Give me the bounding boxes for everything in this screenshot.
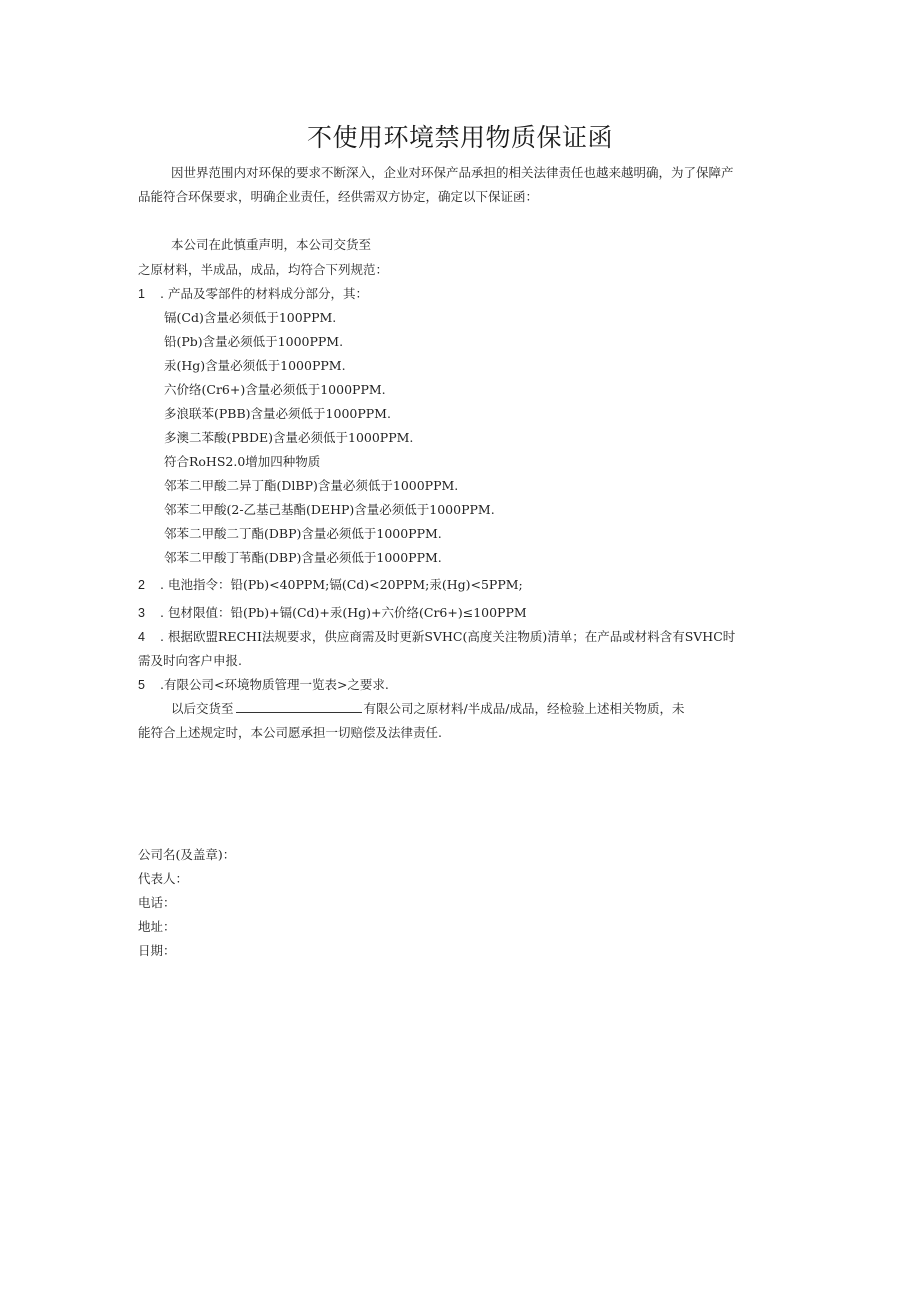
item-2-number: 2 bbox=[138, 578, 145, 592]
item-4-number: 4 bbox=[138, 630, 145, 644]
substance-dbp: 邻苯二甲酸二丁酯(DBP)含量必须低于1000PPM. bbox=[164, 526, 442, 541]
item-5-number: 5 bbox=[138, 678, 145, 692]
item-3 bbox=[138, 604, 527, 622]
substance-pb: 铅(Pb)含量必须低于1000PPM. bbox=[164, 334, 344, 349]
item-3-text: . 包材限值：铅(Pb)+镉(Cd)+汞(Hg)+六价络(Cr6+)≤100PPM bbox=[160, 605, 527, 620]
closing-part-2: 有限公司之原材料/半成品/成品，经检验上述相关物质，未 bbox=[363, 701, 685, 716]
item-2 bbox=[138, 576, 523, 594]
company-blank-field[interactable] bbox=[236, 700, 362, 713]
signature-date: 日期： bbox=[138, 943, 176, 958]
item-1-number: 1 bbox=[138, 287, 145, 301]
intro-line-1: 因世界范围内对环保的要求不断深入，企业对环保产品承担的相关法律责任也越来越明确，为了保障产 bbox=[171, 165, 734, 180]
declaration-line-1: 本公司在此慎重声明，本公司交货至 bbox=[171, 237, 372, 252]
item-4-text: . 根据欧盟RECHI法规要求，供应商需及时更新SVHC(高度关注物质)清单；在产品或材料含有SVHC时 bbox=[160, 629, 736, 644]
substance-hg: 汞(Hg)含量必须低于1000PPM. bbox=[164, 358, 346, 373]
substance-cd: 镉(Cd)含量必须低于100PPM. bbox=[164, 310, 337, 325]
signature-representative: 代表人： bbox=[138, 871, 189, 886]
closing-part-1: 以后交货至 bbox=[171, 701, 234, 716]
document-title: 不使用环境禁用物质保证函 bbox=[306, 123, 613, 152]
closing-line-2: 能符合上述规定时，本公司愿承担一切赔偿及法律责任. bbox=[138, 725, 442, 740]
signature-phone: 电话： bbox=[138, 895, 176, 910]
signature-address: 地址： bbox=[138, 919, 176, 934]
rohs-note: 符合RoHS2.0增加四种物质 bbox=[164, 454, 321, 469]
substance-pbb: 多浪联苯(PBB)含量必须低于1000PPM. bbox=[164, 406, 391, 421]
item-5 bbox=[138, 676, 389, 694]
closing-line-1 bbox=[171, 700, 684, 718]
item-1 bbox=[138, 285, 368, 303]
item-5-text: .有限公司<环境物质管理一览表>之要求. bbox=[160, 677, 389, 692]
signature-company: 公司名(及盖章)： bbox=[138, 847, 236, 862]
substance-bbp: 邻苯二甲酸丁苇酯(DBP)含量必须低于1000PPM. bbox=[164, 550, 442, 565]
substance-dibp: 邻苯二甲酸二异丁酯(DlBP)含量必须低于1000PPM. bbox=[164, 478, 459, 493]
item-4 bbox=[138, 628, 735, 646]
substance-dehp: 邻苯二甲酸(2-乙基己基酯(DEHP)含量必须低于1000PPM. bbox=[164, 502, 495, 517]
item-3-number: 3 bbox=[138, 606, 145, 620]
declaration-line-2: 之原材料，半成品，成品，均符合下列规范： bbox=[138, 262, 389, 277]
substance-pbde: 多澳二苯酸(PBDE)含量必须低于1000PPM. bbox=[164, 430, 414, 445]
item-2-text: . 电池指令：铅(Pb)<40PPM;镉(Cd)<20PPM;汞(Hg)<5PPM; bbox=[160, 577, 523, 592]
intro-line-2: 品能符合环保要求，明确企业责任，经供需双方协定，确定以下保证函： bbox=[138, 189, 539, 204]
substance-cr6: 六价络(Cr6+)含量必须低于1000PPM. bbox=[164, 382, 386, 397]
item-4-continuation: 需及时向客户申报. bbox=[138, 653, 242, 668]
item-1-text: . 产品及零部件的材料成分部分，其： bbox=[160, 286, 368, 301]
